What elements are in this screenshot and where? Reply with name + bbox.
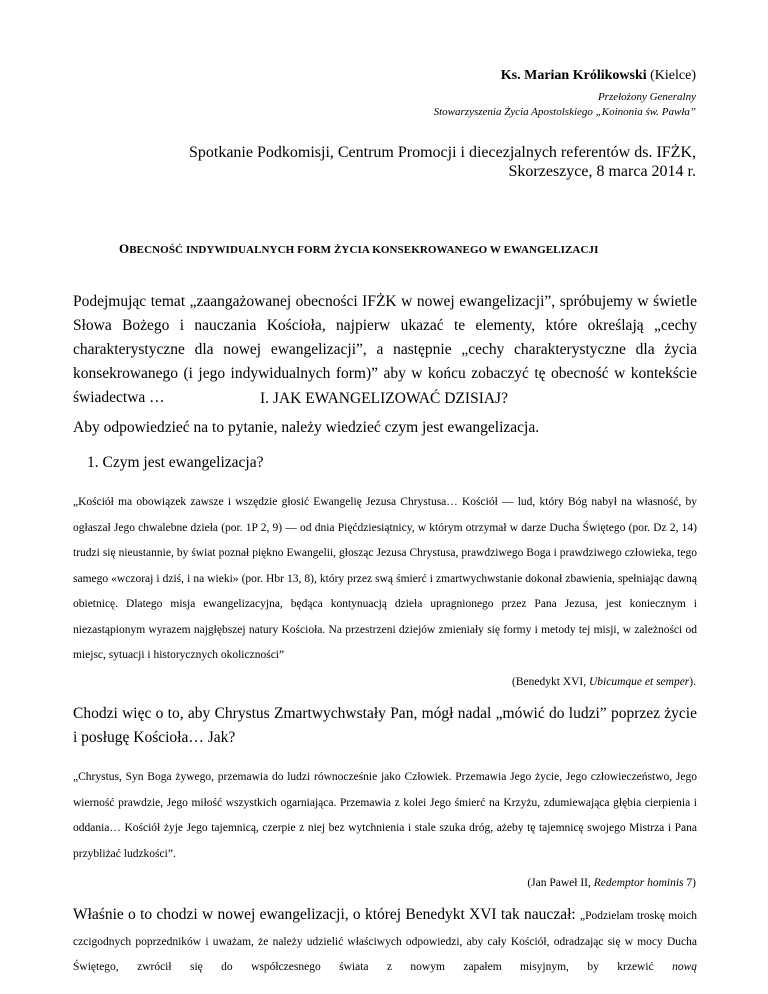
- paragraph-4-italic: nową: [672, 961, 697, 973]
- quote-1: „Kościół ma obowiązek zawsze i wszędzie głosić Ewangelię Jezusa Chrystusa… Kościół — lud, który Bóg nabył na własność, by ogłaszał Jego chwalebne dzieła (por. 1P 2, 9) — od dnia Pięćdziesiątnicy, w którym otrzymał w darze Ducha Świętego (por. Dz 2, 14) trudzi się nieustannie, by świat poznał piękno Ewangelii, głosząc Jezusa Chrystusa, prawdziwego Boga i prawdziwego człowieka, tego samego «wczoraj i dziś, i na wieki» (por. Hbr 13, 8), który przez swą śmierć i zmartwychwstanie dokonał zbawienia, spełniając dawną obietnicę. Dlatego misja ewangelizacyjna, będąca kontynuacją dzieła upragnionego przez Pana Jezusa, jest koniecznym i niezastąpionym wyrazem najgłębszej natury Kościoła. Na przestrzeni dziejów zmieniały się formy i metody tej misji, w zależności od miejsc, sytuacji i historycznych okoliczności”: [73, 496, 697, 661]
- meeting-line2: Skorzeszyce, 8 marca 2014 r.: [508, 163, 696, 180]
- citation-1-work: Ubicumque et semper: [589, 676, 690, 688]
- paragraph-4: [73, 902, 697, 981]
- citation-2-end: 7): [683, 877, 696, 889]
- citation-2-work: Redemptor hominis: [593, 877, 684, 889]
- document-title: [119, 241, 599, 257]
- author-role-line2: Stowarzyszenia Życia Apostolskiego „Koinonia św. Pawła”: [433, 106, 696, 118]
- title-first-letter: O: [119, 241, 130, 256]
- author-line: [501, 68, 696, 84]
- meeting-line1: Spotkanie Podkomisji, Centrum Promocji i diecezjalnych referentów ds. IFŻK,: [188, 144, 696, 161]
- paragraph-3: Chodzi więc o to, aby Chrystus Zmartwychwstały Pan, mógł nadal „mówić do ludzi” poprzez życie i posługę Kościoła… Jak?: [73, 705, 697, 746]
- paragraph-2: Aby odpowiedzieć na to pytanie, należy wiedzieć czym jest ewangelizacja.: [73, 419, 540, 436]
- intro-paragraph: Podejmując temat „zaangażowanej obecności IFŻK w nowej ewangelizacji”, spróbujemy w świetle Słowa Bożego i nauczania Kościoła, najpierw ukazać te elementy, które określają „cechy charakterystyczne dla nowej ewangelizacji”, a następnie „cechy charakterystyczne dla życia konsekrowanego (i jego indywidualnych form)” aby w końcu zobaczyć tę obecność w kontekście świadectwa …: [73, 293, 697, 406]
- paragraph-4-lead: Właśnie o to chodzi w nowej ewangelizacji, o której Benedykt XVI tak nauczał:: [73, 906, 580, 923]
- author-place: (Kielce): [650, 68, 696, 83]
- citation-2: [527, 877, 696, 889]
- meeting-info: [96, 143, 696, 181]
- title-rest: BECNOŚĆ INDYWIDUALNYCH FORM ŻYCIA KONSEKROWANEGO W EWANGELIZACJI: [129, 244, 599, 256]
- citation-1-author: (Benedykt XVI,: [512, 676, 589, 688]
- author-role-line1: Przełożony Generalny: [597, 91, 696, 103]
- quote-2: „Chrystus, Syn Boga żywego, przemawia do ludzi równocześnie jako Człowiek. Przemawia Jego życie, Jego człowieczeństwo, Jego wierność prawdzie, Jego miłość wszystkich ogarniająca. Przemawia z kolei Jego śmierć na Krzyżu, zdumiewająca głębia cierpienia i oddania… Kościół żyje Jego tajemnicą, czerpie z niej bez wytchnienia i stale szuka dróg, ażeby tę tajemnicę swojego Mistrza i Pana przybliżać ludzkości”.: [73, 771, 697, 860]
- author-name: Ks. Marian Królikowski: [500, 68, 647, 83]
- paragraph-4-quote: „Podzielam troskę moich czcigodnych poprzedników i uważam, że należy udzielić właściwych odpowiedzi, aby cały Kościół, odradzając się w mocy Ducha Świętego, zwrócił się do współczesnego świata z nowym zapałem misyjnym, by krzewić: [73, 910, 698, 973]
- list-item-1: 1. Czym jest ewangelizacja?: [87, 454, 264, 471]
- citation-1-end: ).: [689, 676, 696, 688]
- citation-2-author: (Jan Paweł II,: [527, 877, 594, 889]
- citation-1: [512, 676, 696, 688]
- section-heading: I. JAK EWANGELIZOWAĆ DZISIAJ?: [260, 390, 508, 407]
